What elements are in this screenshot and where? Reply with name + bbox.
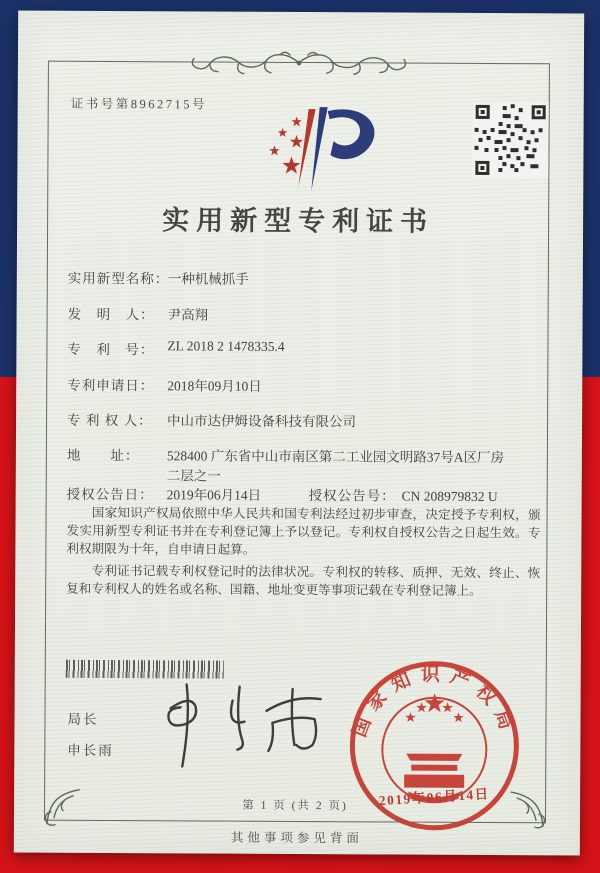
legal-paragraph: 专利证书记载专利权登记时的法律状况。专利权的转移、质押、无效、终止、恢复和专利权人的姓名或名称、国籍、地址变更等事项记载在专利登记簿上。 — [66, 563, 541, 598]
field-row — [67, 409, 541, 431]
field-value: 2019年06月14日 — [166, 487, 262, 503]
legal-text — [66, 504, 541, 603]
qr-code — [472, 102, 548, 178]
field-label: 专 利 权 人： — [67, 412, 153, 429]
seal-text: 国家知识产权局 — [349, 664, 520, 741]
field-label: 专利申请日： — [67, 377, 155, 394]
certificate-number: 证书号第8962715号 — [70, 96, 208, 112]
field-value — [167, 444, 535, 486]
certificate-paper — [14, 11, 584, 856]
field-label: 地 址： — [66, 447, 140, 464]
field-row — [68, 267, 542, 289]
seal-date: 2019年06月14日 — [378, 786, 491, 809]
certificate-title: 实用新型专利证书 — [162, 205, 435, 237]
field-row — [67, 374, 541, 396]
field-row — [67, 338, 541, 360]
grant-row — [67, 483, 541, 505]
decorative-frame — [44, 61, 550, 824]
field-value: 尹高翔 — [167, 307, 209, 323]
field-value: CN 208979832 U — [401, 488, 498, 505]
page-number: 第 1 页 (共 2 页) — [242, 799, 348, 813]
cnipa-logo-icon — [238, 103, 388, 196]
field-label: 授权公告号： — [308, 488, 396, 504]
signature-icon — [140, 674, 356, 775]
field-value: 中山市达伊姆设备科技有限公司 — [167, 413, 357, 430]
director-name: 申长雨 — [67, 742, 114, 759]
field-value: ZL 2018 2 1478335.4 — [167, 338, 285, 354]
legal-paragraph: 国家知识产权局依照中华人民共和国专利法经过初步审查，决定授予专利权，颁发实用新型专利证书并在专利登记簿上予以登记。专利权自授权公告之日起生效。专利权期限为十年，自申请日起算。 — [66, 505, 541, 558]
back-note: 其他事项参见背面 — [230, 830, 363, 846]
field-row — [68, 303, 542, 325]
address-line-2: 二层之一 — [166, 468, 221, 484]
address-line-1: 528400 广东省中山市南区第二工业园文明路37号A区厂房 — [166, 448, 505, 466]
field-row — [67, 444, 541, 486]
field-label: 发 明 人： — [67, 306, 155, 323]
field-value: 2018年09月10日 — [167, 378, 262, 394]
field-label: 授权公告日： — [66, 486, 154, 503]
field-label: 专 利 号： — [67, 341, 155, 358]
field-label: 实用新型名称： — [67, 270, 170, 287]
field-value: 一种机械抓手 — [167, 271, 249, 287]
director-block — [67, 704, 114, 766]
director-title: 局长 — [67, 711, 99, 727]
